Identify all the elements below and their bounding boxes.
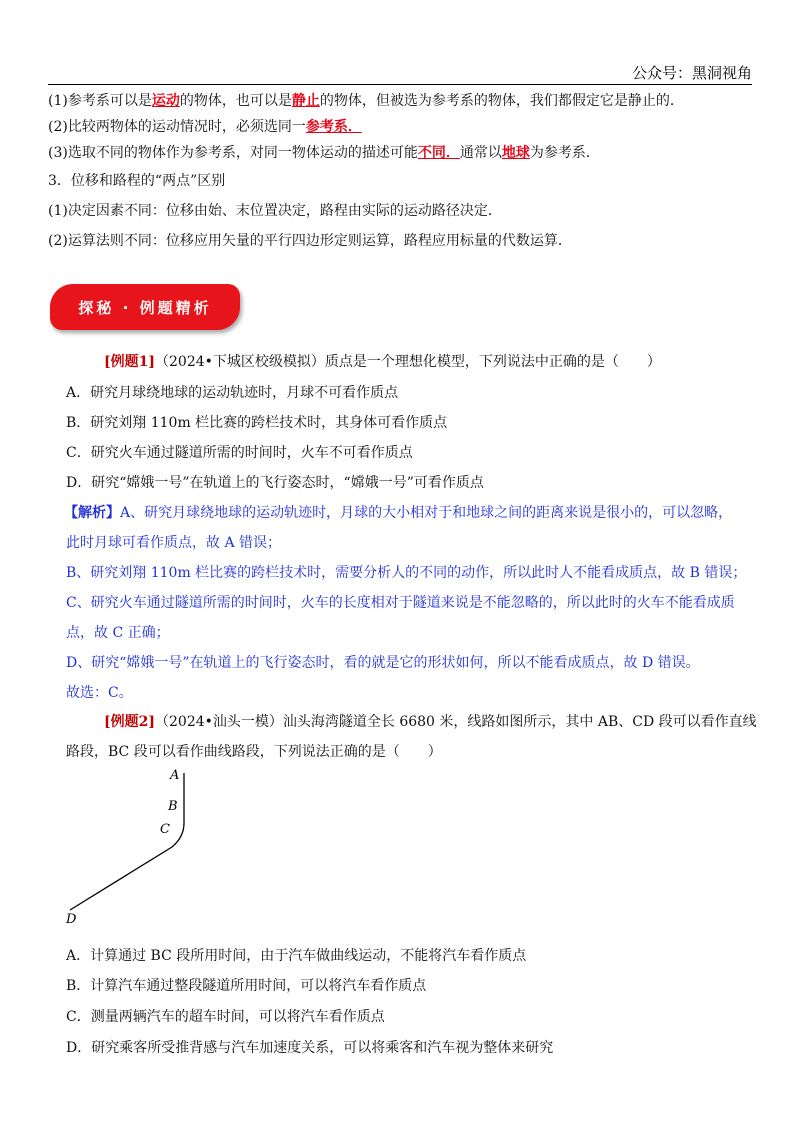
example2-tag: [例题2] [104, 714, 155, 730]
note-2-highlight: 参考系． [305, 119, 362, 135]
example1-tag: [例题1] [104, 354, 155, 370]
example1-option-a: A．研究月球绕地球的运动轨迹时，月球不可看作质点 [66, 385, 399, 401]
route-path [70, 773, 184, 910]
note-3 [48, 144, 600, 162]
example1-answer: 故选：C。 [66, 685, 133, 701]
example1-analysis-text-1: A、研究月球绕地球的运动轨迹时，月球的大小相对于和地球之间的距离来说是很小的，可以忽略， [120, 505, 733, 521]
example2-option-b: B．计算汽车通过整段隧道所用时间，可以将汽车看作质点 [66, 978, 427, 994]
example2-option-d: D．研究乘客所受推背感与汽车加速度关系，可以将乘客和汽车视为整体来研究 [66, 1040, 554, 1056]
section-banner [50, 284, 240, 330]
example1-analysis-line-1 [64, 504, 732, 522]
example1-analysis-line-3: B、研究刘翔 110m 栏比赛的跨栏技术时，需要分析人的不同的动作，所以此时人不能看成质点，故 B 错误； [66, 565, 747, 581]
point-label-d: D [66, 912, 77, 927]
example1-stem-text: （2024•下城区校级模拟）质点是一个理想化模型，下列说法中正确的是（ ） [155, 354, 661, 370]
note-3-text-end: 为参考系． [529, 145, 600, 161]
example1-option-d: D．研究“嫦娥一号”在轨道上的飞行姿态时，“嫦娥一号”可看作质点 [66, 475, 484, 491]
note-1-text-end: 的物体，但被选为参考系的物体，我们都假定它是静止的． [319, 93, 684, 109]
note-3-text: (3)选取不同的物体作为参考系，对同一物体运动的描述可能 [48, 145, 418, 161]
example1-analysis-line-2: 此时月球可看作质点，故 A 错误； [66, 535, 282, 551]
note-1-highlight-2: 静止 [291, 93, 320, 109]
section3-title: 3．位移和路程的“两点”区别 [48, 173, 226, 189]
example2-option-a: A．计算通过 BC 段所用时间，由于汽车做曲线运动，不能将汽车看作质点 [66, 948, 527, 964]
note-3-highlight-1: 不同． [417, 145, 460, 161]
note-1 [48, 92, 684, 110]
section-banner-label: 探秘 · 例题精析 [78, 298, 212, 317]
note-1-text-mid: 的物体，也可以是 [179, 93, 292, 109]
example1-option-b: B．研究刘翔 110m 栏比赛的跨栏技术时，其身体可看作质点 [66, 415, 448, 431]
tunnel-route-diagram [60, 765, 200, 930]
example1-analysis-line-4: C、研究火车通过隧道所需的时间时，火车的长度相对于隧道来说是不能忽略的，所以此时的火车不能看成质 [66, 595, 735, 611]
note-2-text: (2)比较两物体的运动情况时，必须选同一 [48, 119, 306, 135]
note-1-highlight-1: 运动 [151, 93, 180, 109]
example2-stem-line-2: 路段，BC 段可以看作曲线路段，下列说法正确的是（ ） [66, 744, 442, 760]
note-3-highlight-2: 地球 [501, 145, 530, 161]
point-label-c: C [160, 822, 170, 837]
note-2 [48, 118, 362, 136]
section3-item-1: (1)决定因素不同：位移由始、末位置决定，路程由实际的运动路径决定． [48, 203, 502, 219]
point-label-b: B [168, 799, 178, 814]
example1-stem [104, 353, 661, 371]
example1-analysis-line-5: 点，故 C 正确； [66, 625, 170, 641]
example2-option-c: C．测量两辆汽车的超车时间，可以将汽车看作质点 [66, 1009, 385, 1025]
example1-option-c: C．研究火车通过隧道所需的时间时，火车不可看作质点 [66, 445, 413, 461]
example2-stem-text: （2024•汕头一模）汕头海湾隧道全长 6680 米，线路如图所示，其中 AB、CD 段可以看作直线 [155, 714, 757, 730]
header-brand: 公众号：黑洞视角 [631, 64, 752, 82]
example1-analysis-tag: 【解析】 [64, 505, 120, 521]
header-rule [48, 84, 752, 85]
point-label-a: A [170, 768, 180, 783]
note-3-text-mid: 通常以 [459, 145, 502, 161]
note-1-text: (1)参考系可以是 [48, 93, 152, 109]
example1-analysis-line-6: D、研究“嫦娥一号”在轨道上的飞行姿态时，看的就是它的形状如何，所以不能看成质点，故 D 错误。 [66, 655, 700, 671]
example2-stem-line-1 [104, 713, 757, 731]
section3-item-2: (2)运算法则不同：位移应用矢量的平行四边形定则运算，路程应用标量的代数运算． [48, 233, 572, 249]
